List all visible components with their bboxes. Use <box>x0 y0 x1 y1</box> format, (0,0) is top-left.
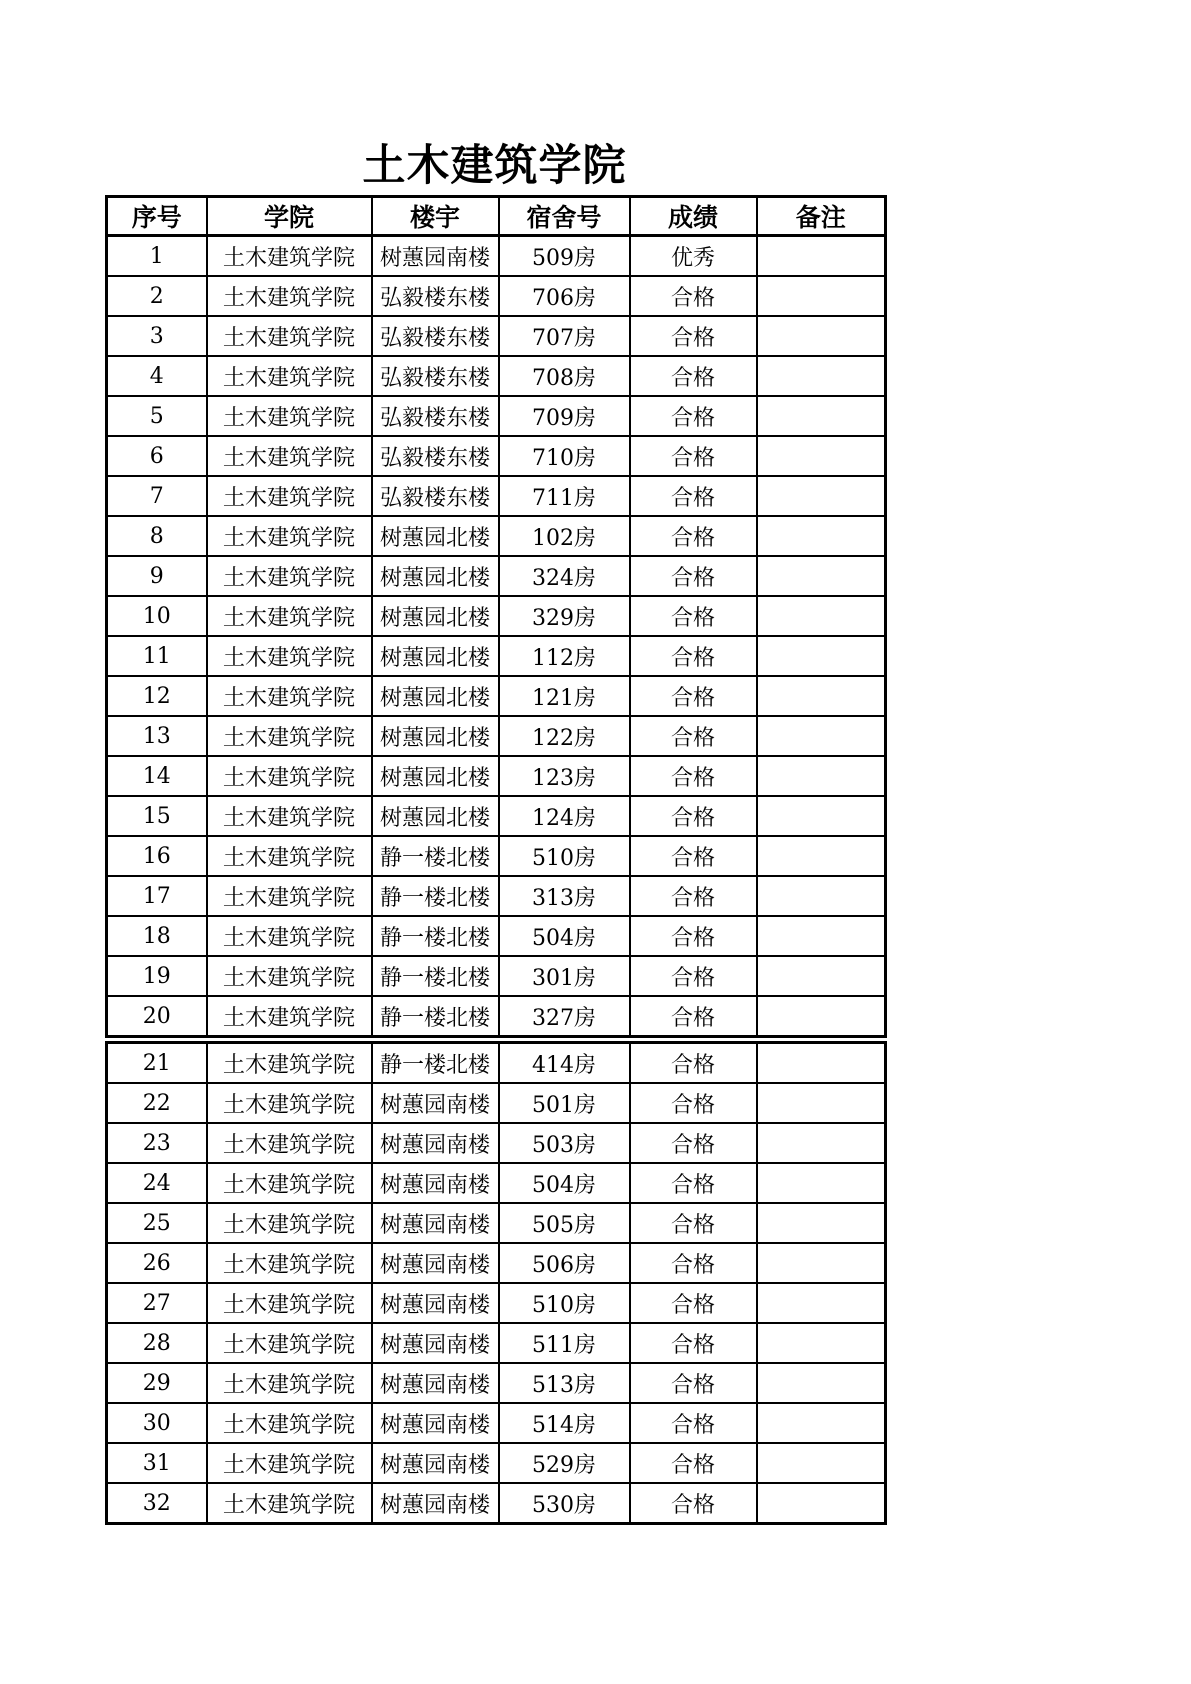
cell-college: 土木建筑学院 <box>207 716 372 756</box>
cell-remark <box>757 1403 886 1443</box>
cell-no: 13 <box>107 716 207 756</box>
cell-building: 静一楼北楼 <box>372 836 499 876</box>
table-header-row <box>107 197 886 236</box>
cell-no: 2 <box>107 276 207 316</box>
cell-no: 6 <box>107 436 207 476</box>
cell-building: 静一楼北楼 <box>372 996 499 1037</box>
cell-building: 弘毅楼东楼 <box>372 436 499 476</box>
cell-college: 土木建筑学院 <box>207 956 372 996</box>
cell-grade: 合格 <box>630 956 757 996</box>
cell-grade: 合格 <box>630 676 757 716</box>
cell-college: 土木建筑学院 <box>207 796 372 836</box>
cell-grade: 合格 <box>630 516 757 556</box>
table-row <box>107 1203 886 1243</box>
cell-no: 15 <box>107 796 207 836</box>
cell-grade: 合格 <box>630 876 757 916</box>
table-row <box>107 676 886 716</box>
table-row <box>107 516 886 556</box>
cell-no: 11 <box>107 636 207 676</box>
cell-room: 313房 <box>499 876 630 916</box>
cell-room: 504房 <box>499 916 630 956</box>
cell-grade: 合格 <box>630 556 757 596</box>
cell-remark <box>757 516 886 556</box>
column-header-remark: 备注 <box>757 197 886 236</box>
cell-no: 20 <box>107 996 207 1037</box>
table-row <box>107 716 886 756</box>
cell-building: 树蕙园北楼 <box>372 716 499 756</box>
cell-college: 土木建筑学院 <box>207 276 372 316</box>
cell-college: 土木建筑学院 <box>207 1283 372 1323</box>
cell-room: 124房 <box>499 796 630 836</box>
cell-grade: 合格 <box>630 436 757 476</box>
cell-building: 树蕙园北楼 <box>372 596 499 636</box>
cell-grade: 合格 <box>630 276 757 316</box>
cell-remark <box>757 316 886 356</box>
cell-grade: 合格 <box>630 596 757 636</box>
cell-room: 102房 <box>499 516 630 556</box>
table-row <box>107 1283 886 1323</box>
cell-building: 弘毅楼东楼 <box>372 276 499 316</box>
cell-remark <box>757 676 886 716</box>
table-row <box>107 996 886 1037</box>
cell-room: 710房 <box>499 436 630 476</box>
cell-grade: 合格 <box>630 716 757 756</box>
cell-college: 土木建筑学院 <box>207 1483 372 1524</box>
cell-college: 土木建筑学院 <box>207 1043 372 1084</box>
cell-remark <box>757 1163 886 1203</box>
cell-college: 土木建筑学院 <box>207 836 372 876</box>
table-row <box>107 596 886 636</box>
cell-remark <box>757 756 886 796</box>
table-row <box>107 956 886 996</box>
cell-room: 123房 <box>499 756 630 796</box>
cell-no: 28 <box>107 1323 207 1363</box>
cell-room: 324房 <box>499 556 630 596</box>
cell-building: 树蕙园北楼 <box>372 676 499 716</box>
cell-grade: 合格 <box>630 756 757 796</box>
cell-building: 树蕙园北楼 <box>372 516 499 556</box>
cell-no: 7 <box>107 476 207 516</box>
cell-no: 23 <box>107 1123 207 1163</box>
cell-building: 树蕙园南楼 <box>372 1363 499 1403</box>
cell-remark <box>757 476 886 516</box>
cell-no: 32 <box>107 1483 207 1524</box>
cell-building: 树蕙园北楼 <box>372 636 499 676</box>
table-row <box>107 1483 886 1524</box>
cell-grade: 合格 <box>630 1323 757 1363</box>
cell-room: 414房 <box>499 1043 630 1084</box>
cell-remark <box>757 436 886 476</box>
table-row <box>107 236 886 277</box>
cell-remark <box>757 1243 886 1283</box>
cell-no: 4 <box>107 356 207 396</box>
cell-building: 树蕙园南楼 <box>372 1243 499 1283</box>
cell-grade: 合格 <box>630 476 757 516</box>
cell-no: 27 <box>107 1283 207 1323</box>
cell-remark <box>757 276 886 316</box>
table-row <box>107 876 886 916</box>
cell-college: 土木建筑学院 <box>207 556 372 596</box>
cell-room: 506房 <box>499 1243 630 1283</box>
cell-college: 土木建筑学院 <box>207 1163 372 1203</box>
column-header-building: 楼宇 <box>372 197 499 236</box>
column-header-room: 宿舍号 <box>499 197 630 236</box>
cell-college: 土木建筑学院 <box>207 1403 372 1443</box>
cell-no: 8 <box>107 516 207 556</box>
cell-no: 5 <box>107 396 207 436</box>
table-row <box>107 756 886 796</box>
table-row <box>107 1043 886 1084</box>
cell-room: 509房 <box>499 236 630 277</box>
cell-building: 静一楼北楼 <box>372 1043 499 1084</box>
cell-grade: 合格 <box>630 396 757 436</box>
cell-grade: 合格 <box>630 836 757 876</box>
cell-college: 土木建筑学院 <box>207 356 372 396</box>
cell-grade: 合格 <box>630 1043 757 1084</box>
cell-remark <box>757 916 886 956</box>
cell-building: 静一楼北楼 <box>372 956 499 996</box>
cell-building: 树蕙园南楼 <box>372 1483 499 1524</box>
cell-room: 501房 <box>499 1083 630 1123</box>
cell-room: 514房 <box>499 1403 630 1443</box>
cell-no: 26 <box>107 1243 207 1283</box>
cell-grade: 合格 <box>630 1443 757 1483</box>
table-row <box>107 1363 886 1403</box>
cell-no: 12 <box>107 676 207 716</box>
table-row <box>107 836 886 876</box>
cell-remark <box>757 836 886 876</box>
table-row <box>107 276 886 316</box>
cell-room: 121房 <box>499 676 630 716</box>
cell-no: 1 <box>107 236 207 277</box>
table-row <box>107 316 886 356</box>
cell-college: 土木建筑学院 <box>207 1203 372 1243</box>
cell-no: 16 <box>107 836 207 876</box>
cell-remark <box>757 1363 886 1403</box>
cell-college: 土木建筑学院 <box>207 516 372 556</box>
cell-room: 708房 <box>499 356 630 396</box>
cell-building: 静一楼北楼 <box>372 876 499 916</box>
cell-college: 土木建筑学院 <box>207 1363 372 1403</box>
cell-remark <box>757 596 886 636</box>
cell-college: 土木建筑学院 <box>207 316 372 356</box>
cell-college: 土木建筑学院 <box>207 1443 372 1483</box>
cell-grade: 合格 <box>630 1083 757 1123</box>
cell-remark <box>757 636 886 676</box>
cell-remark <box>757 356 886 396</box>
cell-college: 土木建筑学院 <box>207 636 372 676</box>
cell-no: 10 <box>107 596 207 636</box>
cell-grade: 合格 <box>630 1203 757 1243</box>
cell-grade: 合格 <box>630 636 757 676</box>
cell-room: 530房 <box>499 1483 630 1524</box>
cell-no: 30 <box>107 1403 207 1443</box>
cell-remark <box>757 1123 886 1163</box>
cell-building: 树蕙园南楼 <box>372 1403 499 1443</box>
cell-room: 505房 <box>499 1203 630 1243</box>
cell-no: 29 <box>107 1363 207 1403</box>
cell-remark <box>757 1043 886 1084</box>
cell-college: 土木建筑学院 <box>207 436 372 476</box>
table-row <box>107 476 886 516</box>
table-row <box>107 636 886 676</box>
cell-building: 树蕙园南楼 <box>372 1163 499 1203</box>
cell-no: 18 <box>107 916 207 956</box>
cell-grade: 合格 <box>630 356 757 396</box>
cell-grade: 合格 <box>630 1283 757 1323</box>
table-row <box>107 1163 886 1203</box>
table-row <box>107 1083 886 1123</box>
cell-no: 14 <box>107 756 207 796</box>
cell-college: 土木建筑学院 <box>207 876 372 916</box>
table-row <box>107 1323 886 1363</box>
cell-no: 3 <box>107 316 207 356</box>
cell-no: 19 <box>107 956 207 996</box>
cell-building: 树蕙园北楼 <box>372 796 499 836</box>
cell-building: 树蕙园南楼 <box>372 236 499 277</box>
cell-building: 树蕙园南楼 <box>372 1203 499 1243</box>
cell-remark <box>757 796 886 836</box>
cell-college: 土木建筑学院 <box>207 1243 372 1283</box>
cell-college: 土木建筑学院 <box>207 1323 372 1363</box>
cell-building: 弘毅楼东楼 <box>372 356 499 396</box>
cell-no: 9 <box>107 556 207 596</box>
cell-room: 112房 <box>499 636 630 676</box>
cell-remark <box>757 716 886 756</box>
cell-room: 510房 <box>499 1283 630 1323</box>
cell-grade: 合格 <box>630 1363 757 1403</box>
table-row <box>107 796 886 836</box>
cell-grade: 合格 <box>630 796 757 836</box>
cell-building: 树蕙园南楼 <box>372 1083 499 1123</box>
cell-no: 17 <box>107 876 207 916</box>
cell-building: 弘毅楼东楼 <box>372 476 499 516</box>
cell-grade: 合格 <box>630 316 757 356</box>
table-row <box>107 436 886 476</box>
table-row <box>107 556 886 596</box>
cell-no: 25 <box>107 1203 207 1243</box>
cell-remark <box>757 1283 886 1323</box>
cell-college: 土木建筑学院 <box>207 596 372 636</box>
cell-remark <box>757 1443 886 1483</box>
cell-room: 706房 <box>499 276 630 316</box>
cell-no: 21 <box>107 1043 207 1084</box>
table-row <box>107 1443 886 1483</box>
cell-no: 31 <box>107 1443 207 1483</box>
cell-college: 土木建筑学院 <box>207 236 372 277</box>
cell-remark <box>757 876 886 916</box>
cell-room: 504房 <box>499 1163 630 1203</box>
table-row <box>107 916 886 956</box>
cell-college: 土木建筑学院 <box>207 476 372 516</box>
table-row <box>107 356 886 396</box>
cell-remark <box>757 556 886 596</box>
cell-room: 122房 <box>499 716 630 756</box>
cell-room: 503房 <box>499 1123 630 1163</box>
cell-room: 510房 <box>499 836 630 876</box>
cell-college: 土木建筑学院 <box>207 676 372 716</box>
cell-remark <box>757 1203 886 1243</box>
cell-no: 24 <box>107 1163 207 1203</box>
cell-building: 静一楼北楼 <box>372 916 499 956</box>
cell-college: 土木建筑学院 <box>207 756 372 796</box>
cell-no: 22 <box>107 1083 207 1123</box>
cell-building: 树蕙园北楼 <box>372 756 499 796</box>
cell-grade: 合格 <box>630 1483 757 1524</box>
cell-room: 327房 <box>499 996 630 1037</box>
cell-college: 土木建筑学院 <box>207 916 372 956</box>
table-row <box>107 1403 886 1443</box>
cell-building: 树蕙园南楼 <box>372 1323 499 1363</box>
cell-grade: 合格 <box>630 1243 757 1283</box>
cell-remark <box>757 396 886 436</box>
cell-grade: 优秀 <box>630 236 757 277</box>
cell-remark <box>757 956 886 996</box>
column-header-grade: 成绩 <box>630 197 757 236</box>
cell-remark <box>757 1483 886 1524</box>
cell-room: 513房 <box>499 1363 630 1403</box>
table-row <box>107 396 886 436</box>
cell-building: 弘毅楼东楼 <box>372 316 499 356</box>
page-title: 土木建筑学院 <box>362 141 627 191</box>
cell-room: 709房 <box>499 396 630 436</box>
dorm-grade-table-section-1 <box>105 195 887 1038</box>
cell-room: 707房 <box>499 316 630 356</box>
cell-grade: 合格 <box>630 996 757 1037</box>
cell-grade: 合格 <box>630 1123 757 1163</box>
cell-grade: 合格 <box>630 1403 757 1443</box>
cell-room: 301房 <box>499 956 630 996</box>
cell-room: 529房 <box>499 1443 630 1483</box>
cell-grade: 合格 <box>630 916 757 956</box>
dorm-grade-table-section-2 <box>105 1041 887 1525</box>
cell-room: 511房 <box>499 1323 630 1363</box>
table-row <box>107 1243 886 1283</box>
cell-room: 711房 <box>499 476 630 516</box>
cell-room: 329房 <box>499 596 630 636</box>
cell-remark <box>757 1083 886 1123</box>
cell-college: 土木建筑学院 <box>207 396 372 436</box>
cell-building: 树蕙园南楼 <box>372 1283 499 1323</box>
cell-building: 弘毅楼东楼 <box>372 396 499 436</box>
cell-remark <box>757 1323 886 1363</box>
cell-remark <box>757 236 886 277</box>
table-row <box>107 1123 886 1163</box>
cell-college: 土木建筑学院 <box>207 996 372 1037</box>
column-header-college: 学院 <box>207 197 372 236</box>
cell-grade: 合格 <box>630 1163 757 1203</box>
cell-building: 树蕙园南楼 <box>372 1123 499 1163</box>
cell-building: 树蕙园南楼 <box>372 1443 499 1483</box>
cell-remark <box>757 996 886 1037</box>
column-header-no: 序号 <box>107 197 207 236</box>
cell-college: 土木建筑学院 <box>207 1123 372 1163</box>
cell-college: 土木建筑学院 <box>207 1083 372 1123</box>
cell-building: 树蕙园北楼 <box>372 556 499 596</box>
